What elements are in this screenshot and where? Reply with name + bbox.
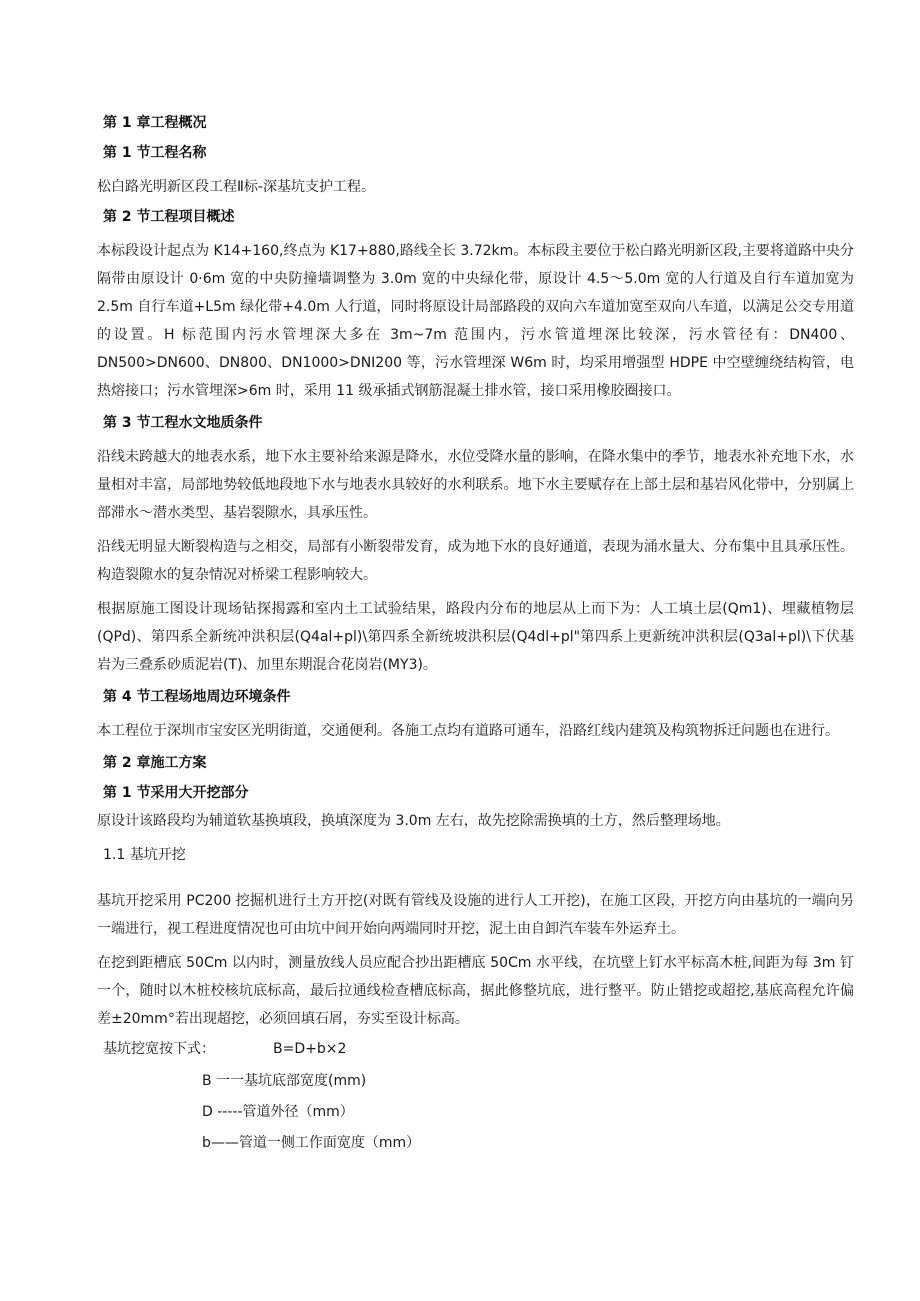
project-name-paragraph: 松白路光明新区段工程Ⅱ标-深基坑支护工程。 bbox=[97, 179, 375, 195]
definition-d: D -----管道外径（mm） bbox=[202, 1104, 354, 1120]
formula-line bbox=[103, 1039, 854, 1059]
excavation-method-paragraph: 基坑开挖采用 PC200 挖掘机进行土方开挖(对既有管线及设施的进行人工开挖)，在施工区段，开挖方向由基坑的一端向另一端进行，视工程进度情况也可由坑中间开始向两端同时开挖，泥土由自卸汽车装车外运弃土。 bbox=[97, 893, 854, 937]
section-1-heading: 第 1 节工程名称 bbox=[103, 145, 207, 161]
section-3-heading: 第 3 节工程水文地质条件 bbox=[103, 415, 263, 431]
excavation-level-paragraph: 在挖到距槽底 50Cm 以内时，测量放线人员应配合抄出距槽底 50Cm 水平线，在坑壁上钉水平标高木桩,间距为每 3m 钉一个，随时以木桩校核坑底标高，最后拉通线检查槽底标高，据此修整坑底，进行整平。防止错挖或超挖,基底高程允许偏差±20mm°若出现超挖，必须回填石屑，夯实至设计标高。 bbox=[97, 955, 854, 1027]
definition-small-b: b——管道一侧工作面宽度（mm） bbox=[202, 1135, 421, 1151]
section-4-heading: 第 4 节工程场地周边环境条件 bbox=[103, 689, 291, 705]
section-2-heading: 第 2 节工程项目概述 bbox=[103, 209, 235, 225]
chapter-2-heading: 第 2 章施工方案 bbox=[103, 755, 207, 771]
site-environment-paragraph: 本工程位于深圳市宝安区光明街道，交通便利。各施工点均有道路可通车，沿路红线内建筑及构筑物拆迁问题也在进行。 bbox=[97, 723, 839, 739]
hydrology-paragraph-1: 沿线未跨越大的地表水系，地下水主要补给来源是降水，水位受降水量的影响，在降水集中的季节，地表水补充地下水，水量相对丰富，局部地势较低地段地下水与地表水具较好的水利联系。地下水主要赋存在上部土层和基岩风化带中，分别属上部滞水～潜水类型、基岩裂隙水，具承压性。 bbox=[97, 449, 854, 521]
formula: B=D+b×2 bbox=[273, 1041, 347, 1057]
section-5-heading: 第 1 节采用大开挖部分 bbox=[103, 785, 249, 801]
subsection-1-1-heading: 1.1 基坑开挖 bbox=[103, 847, 186, 863]
project-overview-paragraph: 本标段设计起点为 K14+160,终点为 K17+880,路线全长 3.72km。本标段主要位于松白路光明新区段,主要将道路中央分隔带由原设计 0·6m 宽的中央防撞墙调整为 3.0m 宽的中央绿化带，原设计 4.5～5.0m 宽的人行道及自行车道加宽为 2.5m 自行车道+L5m 绿化带+4.0m 人行道，同时将原设计局部路段的双向六车道加宽至双向八车道，以满足公交专用道的设置。H 标范围内污水管埋深大多在 3m~7m 范围内，污水管道埋深比较深，污水管径有：DN400、DN500>DN600、DN800、DN1000>DNI200 等，污水管埋深 W6m 时，均采用增强型 HDPE 中空壁缠绕结构管，电热熔接口；污水管埋深>6m 时，采用 11 级承插式钢筋混凝土排水管，接口采用橡胶圈接口。 bbox=[97, 243, 854, 399]
formula-label: 基坑挖宽按下式： bbox=[103, 1041, 215, 1057]
chapter-1-heading: 第 1 章工程概况 bbox=[103, 115, 207, 131]
definition-b: B 一一基坑底部宽度(mm) bbox=[202, 1073, 367, 1089]
hydrology-paragraph-2: 沿线无明显大断裂构造与之相交，局部有小断裂带发育，成为地下水的良好通道，表现为涌水量大、分布集中且具承压性。构造裂隙水的复杂情况对桥梁工程影响较大。 bbox=[97, 539, 854, 583]
hydrology-paragraph-3: 根据原施工图设计现场钻探揭露和室内土工试验结果，路段内分布的地层从上而下为：人工填土层(Qm1)、埋藏植物层(QPd)、第四系全新统冲洪积层(Q4al+pl)\第四系全新统坡洪积层(Q4dl+pl"第四系上更新统冲洪积层(Q3al+pl)\下伏基岩为三叠系砂质泥岩(T)、加里东期混合花岗岩(MY3)。 bbox=[97, 601, 854, 673]
excavation-intro-paragraph: 原设计该路段均为辅道软基换填段，换填深度为 3.0m 左右，故先挖除需换填的土方，然后整理场地。 bbox=[97, 813, 730, 829]
